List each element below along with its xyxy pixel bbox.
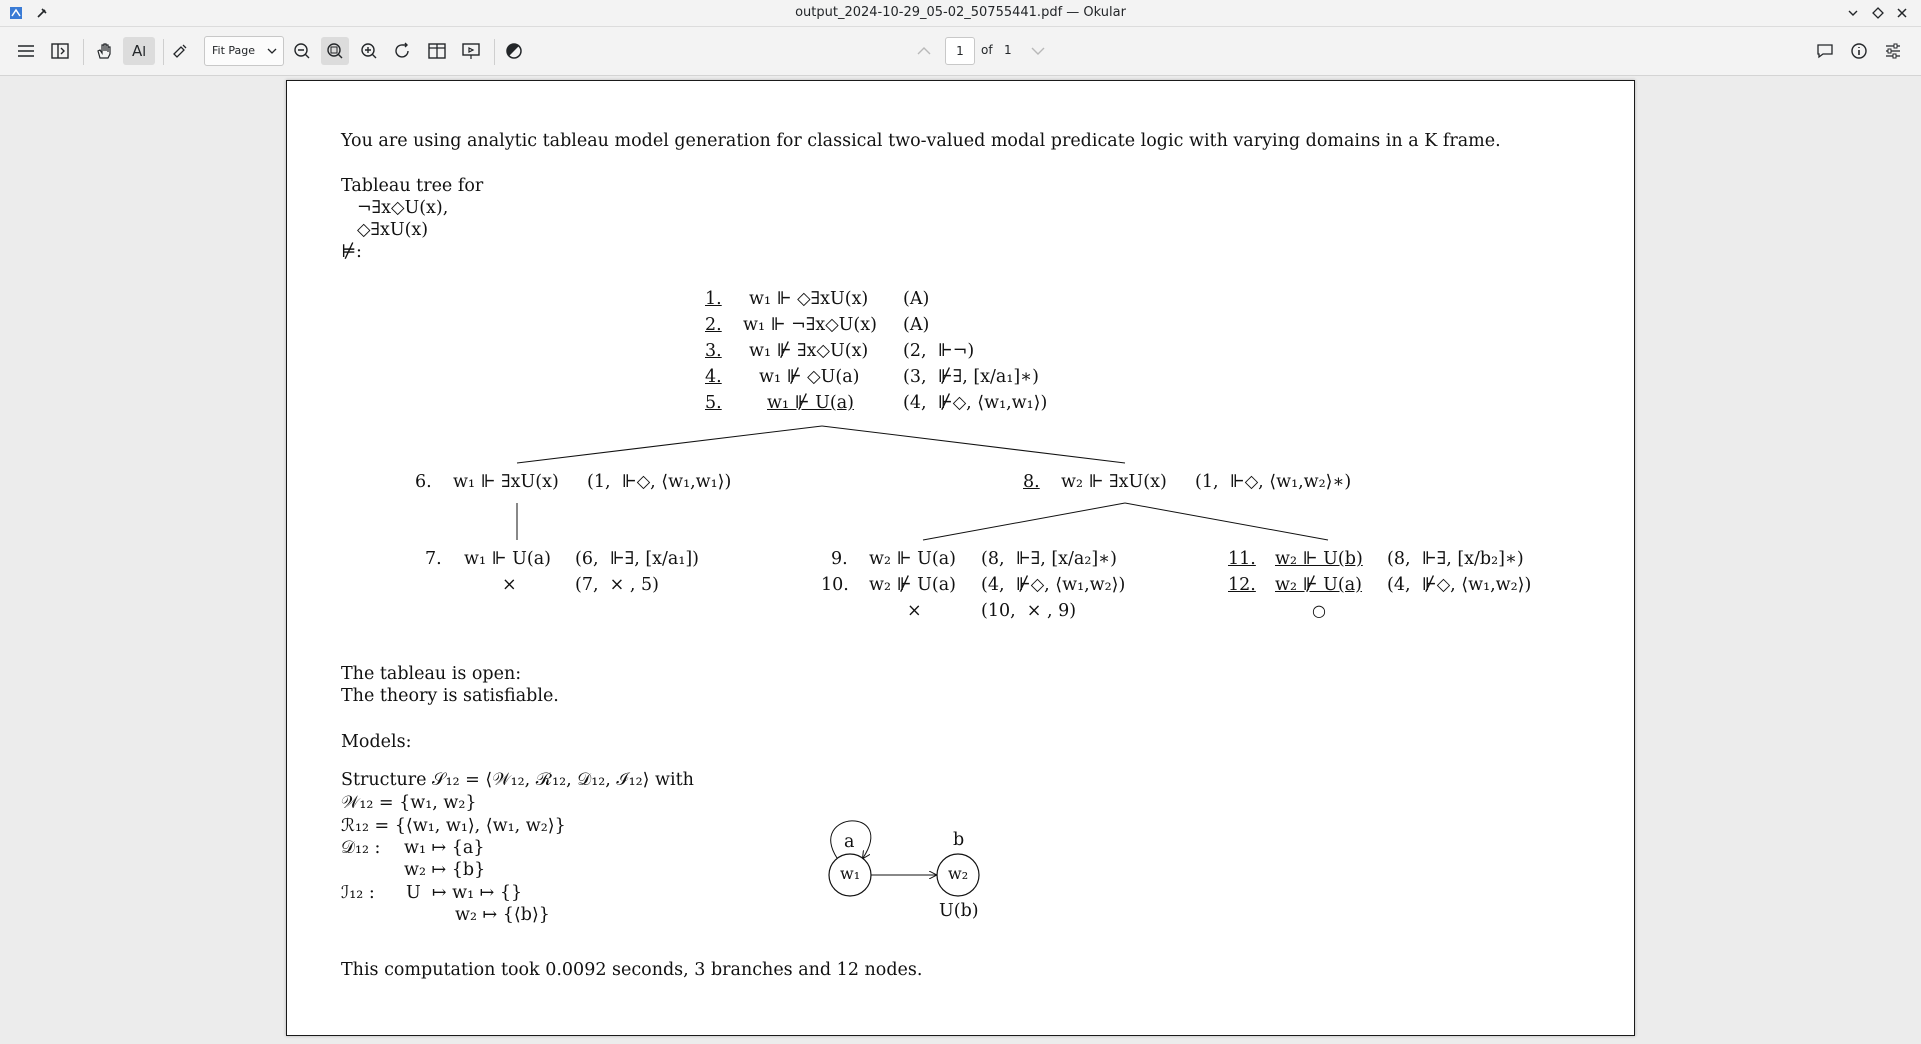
zoom-fit-page-icon[interactable] [321,37,349,65]
closed-mark: × [907,601,922,621]
node-just: (4, ⊮◇, ⟨w₁,w₁⟩) [903,393,1048,413]
zoom-in-icon[interactable] [355,37,383,65]
previous-page-icon[interactable] [910,37,938,65]
graph-valuation-Ub: U(b) [939,901,979,921]
rotate-icon[interactable] [389,37,417,65]
chevron-down-icon [267,47,277,55]
domain-w1: w₁ ↦ {a} [404,838,485,858]
node-num: 4. [705,367,722,387]
intro-text: You are using analytic tableau model generation for classical two-valued modal predicate logic with varying domains in a K frame. [341,131,1501,151]
annotation-tool-icon[interactable] [166,37,194,65]
graph-domain-a: a [844,832,855,852]
presentation-icon[interactable] [457,37,485,65]
models-heading: Models: [341,732,412,752]
node-num: 1. [705,289,722,309]
graph-w2-label: w₂ [948,864,969,883]
node-num: 10. [821,575,849,595]
node-formula: w₂ ⊮ U(a) [869,575,957,595]
node-num: 6. [415,472,432,492]
node-just: (8, ⊩∃, [x/b₂]∗) [1387,549,1524,569]
color-mode-icon[interactable] [500,37,528,65]
node-num: 3. [705,341,722,361]
closed-mark: × [502,575,517,595]
node-just: (4, ⊮◇, ⟨w₁,w₂⟩) [981,575,1126,595]
node-num: 11. [1228,549,1256,569]
model-graph [287,81,1634,1035]
interpretation-w1: U ↦ w₁ ↦ {} [406,883,523,903]
of-label: of [981,43,993,57]
node-just: (6, ⊩∃, [x/a₁]) [575,549,700,569]
total-pages: 1 [1004,43,1012,57]
tree-heading: Tableau tree for [341,176,484,196]
interpretation-label: ℐ₁₂ : [341,883,375,903]
closure-just: (10, × , 9) [981,601,1077,621]
premise-2: ◇∃xU(x) [357,220,429,240]
node-formula: w₁ ⊩ ∃xU(x) [453,472,559,492]
graph-domain-b: b [953,830,965,850]
node-num: 2. [705,315,722,335]
node-formula: w₁ ⊮ ∃x◇U(x) [749,341,869,361]
node-just: (1, ⊩◇, ⟨w₁,w₁⟩) [587,472,732,492]
tableau-open-text: The tableau is open: [341,664,522,684]
next-page-icon[interactable] [1024,37,1052,65]
node-num: 7. [425,549,442,569]
node-formula: w₁ ⊮ ◇U(a) [759,367,860,387]
info-icon[interactable] [1845,37,1873,65]
node-formula: w₁ ⊩ ¬∃x◇U(x) [743,315,877,335]
structure-line: Structure 𝒮₁₂ = ⟨𝒲₁₂, ℛ₁₂, 𝒟₁₂, ℐ₁₂⟩ with [341,770,694,790]
zoom-mode-select[interactable] [204,36,284,66]
close-icon[interactable] [1892,3,1912,23]
node-num: 5. [705,393,722,413]
node-formula: w₂ ⊩ ∃xU(x) [1061,472,1167,492]
node-just: (3, ⊮∃, [x/a₁]∗) [903,367,1039,387]
node-just: (A) [903,289,930,309]
domain-w2: w₂ ↦ {b} [404,860,486,880]
node-just: (4, ⊮◇, ⟨w₁,w₂⟩) [1387,575,1532,595]
node-formula: w₁ ⊩ U(a) [464,549,552,569]
hamburger-menu-icon[interactable] [12,37,40,65]
conclusion: ⊭: [341,242,362,262]
node-formula: w₂ ⊩ U(b) [1275,549,1363,569]
node-num: 12. [1228,575,1256,595]
annotations-panel-icon[interactable] [1811,37,1839,65]
window-title: output_2024-10-29_05-02_50755441.pdf — Okular [795,5,1126,20]
closure-just: (7, × , 5) [575,575,659,595]
satisfiable-text: The theory is satisfiable. [341,686,559,706]
node-just: (8, ⊩∃, [x/a₂]∗) [981,549,1117,569]
title-bar [0,0,1921,27]
page-number-input[interactable]: 1 [945,37,975,65]
node-just: (2, ⊩¬) [903,341,975,361]
node-num: 8. [1023,472,1040,492]
settings-sliders-icon[interactable] [1879,37,1907,65]
zoom-out-icon[interactable] [288,37,316,65]
open-branch-mark: ○ [1312,601,1326,620]
node-formula: w₁ ⊮ U(a) [767,393,855,413]
node-formula: w₂ ⊩ U(a) [869,549,957,569]
computation-footer: This computation took 0.0092 seconds, 3 branches and 12 nodes. [341,960,923,980]
worlds-line: 𝒲₁₂ = {w₁, w₂} [341,793,477,813]
sidebar-toggle-icon[interactable] [46,37,74,65]
node-formula: w₂ ⊮ U(a) [1275,575,1363,595]
minimize-icon[interactable] [1843,3,1863,23]
node-formula: w₁ ⊩ ◇∃xU(x) [749,289,869,309]
relation-line: ℛ₁₂ = {⟨w₁, w₁⟩, ⟨w₁, w₂⟩} [341,816,566,836]
premise-1: ¬∃x◇U(x), [357,198,449,218]
view-mode-icon[interactable] [423,37,451,65]
main-toolbar [0,27,1921,76]
node-just: (A) [903,315,930,335]
browse-tool-hand-icon[interactable] [90,37,118,65]
text-selection-tool-icon[interactable]: AI [123,37,155,65]
domain-label: 𝒟₁₂ : [341,838,381,858]
zoom-mode-label: Fit Page [212,44,256,57]
pdf-page [286,80,1635,1036]
maximize-icon[interactable] [1868,3,1888,23]
graph-w1-label: w₁ [840,864,861,883]
node-num: 9. [831,549,848,569]
node-just: (1, ⊩◇, ⟨w₁,w₂⟩∗) [1195,472,1352,492]
interpretation-w2: w₂ ↦ {⟨b⟩} [455,905,550,925]
